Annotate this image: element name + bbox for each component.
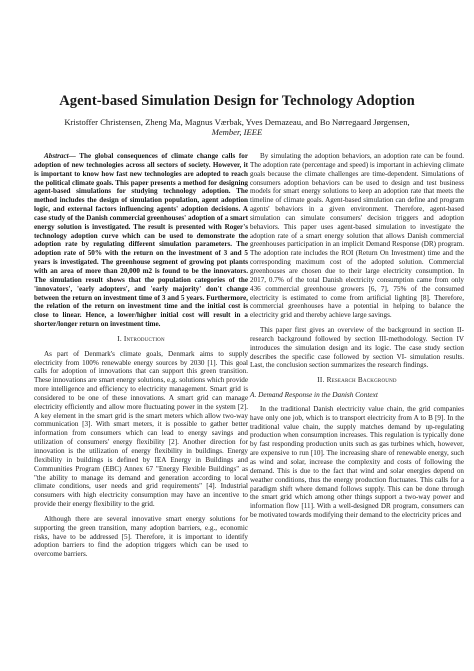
abstract <box>34 152 248 329</box>
author-list: Kristoffer Christensen, Zheng Ma, Magnus Værbak, Yves Demazeau, and Bo Nørregaard Jørgensen, <box>64 117 410 127</box>
right-column <box>250 152 464 526</box>
paragraph: In the traditional Danish electricity value chain, the grid companies have only one job, which is to transport electricity from A to B [9]. In the traditional value chain, the supply matches demand by up-regulating production when consumption increases. This regulation is typically done by fast responding production units such as gas turbines which, however, are expensive to run [10]. The increasing share of renewable energy, such as wind and solar, increase the complexity and costs of following the demand. This is due to the fact that wind and solar energies depend on weather conditions, thus the energy production fluctuates. This calls for a paradigm shift where demand follows supply. This can be done through the smart grid which among other things support a two-way power and information flow [11]. With a well-designed DR program, consumers can be motivated towards modifying their demand to the electricity prices and <box>250 404 464 520</box>
paper-title: Agent-based Simulation Design for Technology Adoption <box>59 93 415 109</box>
section-heading-introduction: I. Introduction <box>117 333 165 343</box>
paragraph: By simulating the adoption behaviors, an adoption rate can be found. The adoption rate (percentage and speed) is important in achieving climate goals because the climate challenges are time-dependent. Simulations of consumers adoption behaviors can be used to design and test business models for smart energy solutions to keep an adoption rate that meets the timeline of climate goals. Agent-based simulation can define and program agents' behaviors in a given environment. Therefore, agent-based simulation can simulate consumers' decision triggers and adoption behaviors. This paper uses agent-based simulation to investigate the adoption rate of a smart energy solution that allows Danish commercial greenhouses participation in an implicit Demand Response (DR) program. The adoption rate includes the ROI (Return On Investment) time and the corresponding maximum cost of the adopted solution. Commercial greenhouses are chosen due to their large electricity consumption. In 2017, 0.7% of the total Danish electricity consumption came from only 436 commercial greenhouse growers [6, 7], 75% of the consumed electricity is estimated to come from artificial lighting [8]. Therefore, commercial greenhouses have a potential in helping to balance the electricity grid and thereby achieve large savings. <box>250 152 464 320</box>
left-column <box>34 152 248 565</box>
paragraph: Although there are several innovative smart energy solutions for supporting the green transition, many adoption barriers, e.g., economic risks, have to be addressed [5]. Therefore, it is important to identify adoption barriers to find the adoption triggers which can be used to overcome barriers. <box>34 514 248 559</box>
abstract-text: The global consequences of climate change calls for adoption of new technologies across all sectors of society. However, it is important to know how fast new technologies are adopted to reach the political climate goals. This paper presents a method for designing agent-based simulations for studying technology adoption. The method includes the design of simulation population, agent adoption logic, and external factors influencing agents' adoption decisions. A case study of the Danish commercial greenhouses' adoption of a smart energy solution is investigated. The result is presented with Roger's technology adoption curve which can be used to demonstrate the adoption rate by regulating different simulation parameters. The adoption rate of 50% with the return on the investment of 3 and 5 years is investigated. The greenhouse segment of growing pot plants with an area of more than 20,000 m2 is found to be the innovators. The simulation result shows that the population categories of the 'innovators', 'early adopters', and 'early majority' don't change between the return on investment time of 3 and 5 years. Furthermore, the relation of the return on investment time and the initial cost is close to linear. Hence, a lower/higher initial cost will result in a shorter/longer return on investment time. <box>34 152 248 329</box>
section-heading-background: II. Research Background <box>317 375 397 385</box>
paragraph: As part of Denmark's climate goals, Denmark aims to supply electricity from 100% renewable energy sources by 2030 [1]. This goal calls for adoption of innovations that can support this green transition. These innovations are smart energy solutions, e.g. solutions which provide more intelligence and efficiency to electricity management. Smart grid is considered to be one of these innovations. A smart grid can manage electricity efficiently and allow more fluctuating power in the system [2]. A key element in the smart grid is the smart meters which allow two-way communication [3]. With smart meters, it is possible to gather better information from consumers which can lead to energy savings and utilization of consumers' energy flexibility [2]. Another direction for innovation is the utilization of energy flexibility in buildings. Energy flexibility in buildings is defined by IEA Energy in Buildings and Communities Program (EBC) Annex 67 "Energy Flexible Buildings" as "the ability to manage its demand and generation according to local climate conditions, user needs and grid requirements" [4]. Industrial consumers with high electricity consumption may have an incentive to provide their energy flexibility to the grid. <box>34 349 248 509</box>
abstract-label: Abstract— <box>44 152 76 160</box>
affiliation: Member, IEEE <box>211 127 263 138</box>
subsection-heading: A. Demand Response in the Danish Context <box>250 390 378 400</box>
paragraph: This paper first gives an overview of the background in section II- research background followed by section III-methodology. Section IV introduces the simulation design and its logic. The case study section describes the specific case followed by section VI- simulation results. Last, the conclusion section summarizes the research findings. <box>250 326 464 370</box>
author-block <box>0 117 474 137</box>
